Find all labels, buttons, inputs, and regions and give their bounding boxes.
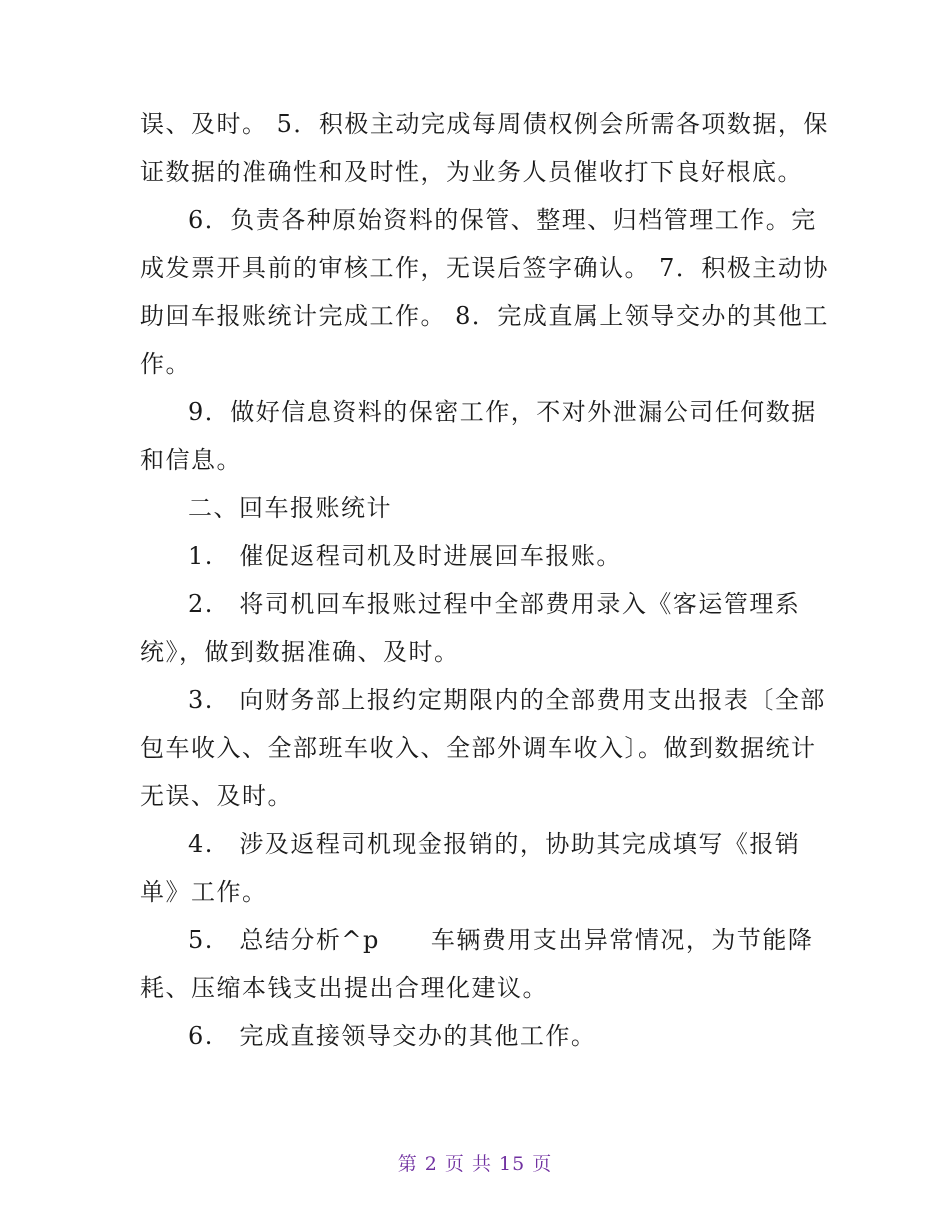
paragraph [140,100,829,196]
section-heading [140,484,820,532]
text-line: 证数据的准确性和及时性，为业务人员催收打下良好根底。 [140,158,803,186]
text-line: 单》工作。 [140,878,268,906]
text-line: 2. 将司机回车报账过程中全部费用录入《客运管理系 [188,590,801,618]
paragraph [140,676,826,820]
document-body [140,100,829,1060]
text-line: 助回车报账统计完成工作。 8．完成直属上领导交办的其他工 [140,302,829,330]
text-line: 误、及时。 5．积极主动完成每周债权例会所需各项数据，保 [140,110,829,138]
text-line: 成发票开具前的审核工作，无误后签字确认。 7．积极主动协 [140,254,829,282]
text-line: 和信息。 [140,446,242,474]
text-line: 5. 总结分析^p 车辆费用支出异常情况，为节能降 [188,926,814,954]
text-line: 无误、及时。 [140,782,293,810]
paragraph [140,580,820,676]
text-line: 二、回车报账统计 [188,494,392,522]
paragraph [140,196,829,388]
text-line: 统》，做到数据准确、及时。 [140,638,460,666]
page-footer: 第 2 页 共 15 页 [397,1153,553,1175]
paragraph [140,1012,820,1060]
paragraph [140,388,820,484]
text-line: 4. 涉及返程司机现金报销的，协助其完成填写《报销 [188,830,801,858]
text-line: 作。 [140,350,191,378]
text-line: 耗、压缩本钱支出提出合理化建议。 [140,974,548,1002]
paragraph [140,916,820,1012]
text-line: 6. 完成直接领导交办的其他工作。 [188,1022,597,1050]
paragraph [140,820,820,916]
text-line: 6．负责各种原始资料的保管、整理、归档管理工作。完 [188,206,817,234]
text-line: 1. 催促返程司机及时进展回车报账。 [188,542,622,570]
text-line: 包车收入、全部班车收入、全部外调车收入〕。做到数据统计 [140,734,817,762]
paragraph [140,532,820,580]
text-line: 3. 向财务部上报约定期限内的全部费用支出报表〔全部 [188,686,826,714]
text-line: 9．做好信息资料的保密工作，不对外泄漏公司任何数据 [188,398,817,426]
